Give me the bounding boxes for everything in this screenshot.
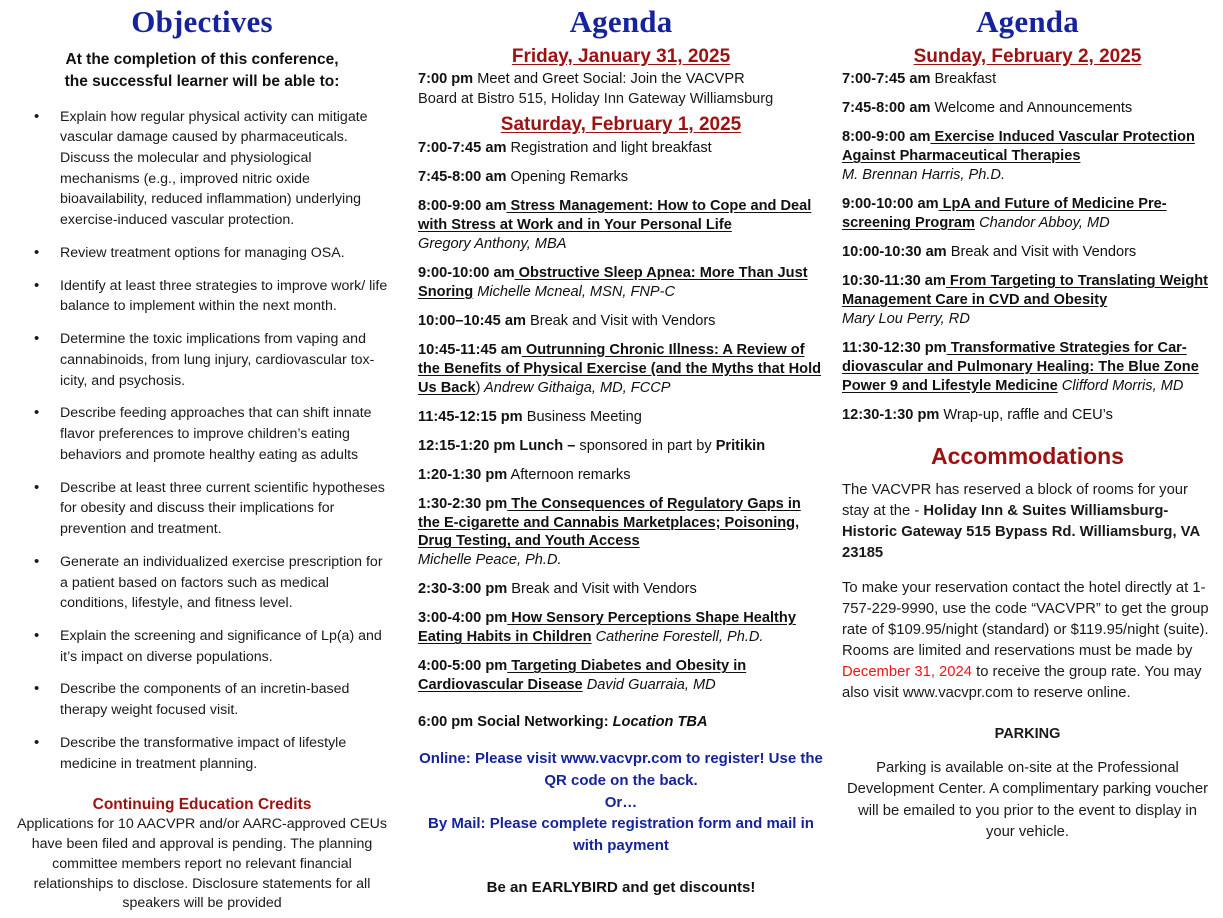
objectives-lead-line2: the successful learner will be able to: <box>64 72 340 90</box>
agenda-time: 7:45-8:00 am <box>418 168 507 185</box>
agenda-row <box>418 495 824 571</box>
friday-date-heading: Friday, January 31, 2025 <box>511 45 731 67</box>
agenda-text: Opening Remarks <box>506 168 629 185</box>
agenda-time: 9:00-10:00 am <box>418 264 515 281</box>
agenda-social-location: Location TBA <box>608 714 708 731</box>
agenda-time: 11:45-12:15 pm <box>418 408 523 425</box>
agenda-session-title: How Sensory Perceptions Shape Healthy Eating Habits in Children <box>418 610 796 646</box>
list-item: • Review treatment options for managing OSA. <box>14 243 390 264</box>
agenda-row <box>418 341 824 398</box>
agenda-row <box>418 197 824 254</box>
agenda-text: Business Meeting <box>522 408 642 425</box>
registration-mail: By Mail: Please complete registration form and mail in with payment <box>428 815 814 855</box>
agenda-row <box>842 243 1213 262</box>
agenda-session-title: The Consequences of Regulatory Gaps in the E-cigarette and Cannabis Marketplaces; Poisoning, Drug Testing, and Youth Access <box>418 495 801 550</box>
agenda-time: 6:00 pm Social Networking: <box>418 714 609 731</box>
agenda-time: 2:30-3:00 pm <box>418 581 508 598</box>
agenda-row <box>842 406 1213 425</box>
agenda-speaker: Mary Lou Perry, RD <box>842 310 970 327</box>
agenda-session-title: Exercise Induced Vascular Protection Against Pharmaceutical Therapies <box>842 129 1195 165</box>
objectives-title: Objectives <box>131 4 273 39</box>
agenda-time: 11:30-12:30 pm <box>842 339 947 356</box>
agenda-speaker: M. Brennan Harris, Ph.D. <box>842 167 1006 184</box>
registration-or: Or… <box>604 793 638 811</box>
agenda-row <box>418 609 824 647</box>
accommodations-intro: The VACVPR has reserved a block of rooms for your stay at the - <box>842 481 1188 519</box>
parking-body: Parking is available on-site at the Professional Development Center. A complimentary parking voucher will be emailed to you prior to the event to display in your vehicle. <box>846 759 1209 841</box>
accommodations-hotel-paragraph <box>842 480 1213 564</box>
agenda-speaker: Gregory Anthony, MBA <box>418 235 567 252</box>
agenda-text: sponsored in part by <box>575 437 716 454</box>
accommodations-title: Accommodations <box>931 442 1124 469</box>
agenda-time: 1:30-2:30 pm <box>418 495 508 512</box>
agenda-row <box>418 168 824 187</box>
agenda-text: Break and Visit with Vendors <box>525 312 716 329</box>
agenda-time: 9:00-10:00 am <box>842 196 939 213</box>
agenda-row <box>842 70 1213 89</box>
agenda-text: Wrap-up, raffle and CEU’s <box>939 406 1113 423</box>
agenda-lunch-label: Lunch – <box>515 437 576 454</box>
agenda-text: Registration and light breakfast <box>506 139 712 156</box>
agenda-day1-column <box>412 0 832 918</box>
agenda-speaker: Michelle Peace, Ph.D. <box>418 552 562 569</box>
agenda-session-title: Transformative Strategies for Car-diovascular and Pulmonary Healing: The Blue Zone Power 9 and Lifestyle Medicine <box>842 339 1199 394</box>
agenda-session-title: Outrunning Chronic Illness: A Review of the Benefits of Physical Exercise (and the Myths that Hold Us Back <box>418 341 822 396</box>
agenda-row <box>842 339 1213 396</box>
agenda-session-title: Obstructive Sleep Apnea: More Than Just Snoring <box>418 264 808 300</box>
agenda-time: 10:00–10:45 am <box>418 312 526 329</box>
list-item: • Describe the transformative impact of lifestyle medicine in treatment planning. <box>14 733 390 774</box>
agenda-row <box>418 657 824 695</box>
objectives-lead <box>14 49 390 93</box>
list-item: • Describe the components of an incretin-based therapy weight focused visit. <box>14 679 390 720</box>
list-item: • Generate an individualized exercise prescription for a patient based on factors such as medical conditions, lifestyle, and fitness level. <box>14 552 390 614</box>
agenda-row <box>842 99 1213 118</box>
agenda-day1-title: Agenda <box>569 4 673 39</box>
agenda-time: 10:45-11:45 am <box>418 341 522 358</box>
continuing-education-body: Applications for 10 AACVPR and/or AARC-approved CEUs have been filed and approval is pending. The planning committee members report no relevant financial relationships to disclose. Disclosure statements for all speakers will be provided <box>17 816 387 912</box>
list-item: • Identify at least three strategies to improve work/ life balance to implement within the next month. <box>14 276 390 317</box>
sunday-date-heading: Sunday, February 2, 2025 <box>913 45 1142 67</box>
agenda-time: 10:30-11:30 am <box>842 273 946 290</box>
agenda-speaker: David Guarraia, MD <box>582 677 716 694</box>
reservation-instructions: To make your reservation contact the hotel directly at 1-757-229-9990, use the code “VACVPR” to get the group rate of $109.95/night (standard) or $119.95/night (suite). Rooms are limited and reservations must be made by <box>842 579 1209 659</box>
agenda-row <box>418 312 824 331</box>
agenda-row-social-networking <box>418 713 824 732</box>
registration-info <box>418 748 824 857</box>
accommodations-reservation-paragraph <box>842 578 1213 704</box>
agenda-session-title: LpA and Future of Medicine Pre-screening Program <box>842 196 1167 232</box>
agenda-time: 7:00 pm <box>418 71 474 88</box>
agenda-time: 8:00-9:00 am <box>842 129 931 146</box>
agenda-row <box>418 580 824 599</box>
agenda-row <box>842 195 1213 233</box>
agenda-row <box>842 128 1213 185</box>
agenda-row <box>418 466 824 485</box>
continuing-education-title: Continuing Education Credits <box>92 796 312 814</box>
objectives-list <box>14 107 390 775</box>
agenda-time: 3:00-4:00 pm <box>418 610 508 627</box>
agenda-time: 12:30-1:30 pm <box>842 406 940 423</box>
reservation-deadline: December 31, 2024 <box>842 663 972 680</box>
list-item: • Describe feeding approaches that can shift innate flavor preferences to improve children’s eating behaviors and promote healthy eating as adults <box>14 403 390 465</box>
objectives-lead-line1: At the completion of this conference, <box>65 50 339 68</box>
agenda-row <box>418 408 824 427</box>
agenda-day2-title: Agenda <box>976 4 1079 39</box>
agenda-text: Welcome and Announcements <box>930 100 1133 117</box>
agenda-row <box>842 272 1213 329</box>
agenda-session-title: Targeting Diabetes and Obesity in Cardiovascular Disease <box>418 658 747 694</box>
agenda-text: Break and Visit with Vendors <box>946 244 1137 261</box>
agenda-row-friday-social <box>418 70 824 89</box>
agenda-speaker: Catherine Forestell, Ph.D. <box>591 629 764 646</box>
earlybird-notice: Be an EARLYBIRD and get discounts! <box>486 878 756 896</box>
reservation-instructions-tail: to receive the group rate. You may also visit www.vacvpr.com to reserve online. <box>842 663 1202 701</box>
agenda-speaker: Chandor Abboy, MD <box>975 215 1110 232</box>
agenda-time: 12:15-1:20 pm <box>418 437 516 454</box>
registration-online: Online: Please visit www.vacvpr.com to register! Use the QR code on the back. <box>419 750 823 789</box>
agenda-time: 8:00-9:00 am <box>418 197 507 214</box>
agenda-session-title: Stress Management: How to Cope and Deal with Stress at Work and in Your Personal Life <box>418 197 812 233</box>
saturday-date-heading: Saturday, February 1, 2025 <box>500 114 742 136</box>
agenda-speaker: Michelle Mcneal, MSN, FNP-C <box>473 283 676 300</box>
agenda-text: Meet and Greet Social: Join the VACVPR <box>473 71 745 88</box>
agenda-time: 7:00-7:45 am <box>842 71 931 88</box>
agenda-row <box>418 264 824 302</box>
hotel-name-address: Holiday Inn & Suites Williamsburg-Historic Gateway 515 Bypass Rd. Williamsburg, VA 23185 <box>842 502 1200 561</box>
agenda-speaker: Andrew Githaiga, MD, FCCP <box>480 379 671 396</box>
agenda-row <box>418 437 824 456</box>
agenda-sponsor: Pritikin <box>715 437 766 454</box>
agenda-time: 1:20-1:30 pm <box>418 466 508 483</box>
agenda-time: 7:45-8:00 am <box>842 100 931 117</box>
list-item: • Explain the screening and significance of Lp(a) and it’s impact on diverse populations. <box>14 626 390 667</box>
agenda-day2-column <box>832 0 1223 918</box>
agenda-row-friday-social-cont: Board at Bistro 515, Holiday Inn Gateway Williamsburg <box>418 91 774 108</box>
agenda-time: 4:00-5:00 pm <box>418 658 508 675</box>
agenda-time: 7:00-7:45 am <box>418 139 507 156</box>
agenda-text: Afternoon remarks <box>507 466 631 483</box>
list-item: • Explain how regular physical activity can mitigate vascular damage caused by pharmaceuticals. Discuss the molecular and physiological mechanisms (e.g., improved nitric oxide bioavailability, reduced inflammation) underlying exercise-induced vascular protection. <box>14 107 390 231</box>
parking-title: PARKING <box>994 725 1061 742</box>
list-item: • Describe at least three current scientific hypotheses for obesity and discuss their implications for prevention and treatment. <box>14 478 390 540</box>
agenda-session-tail: ) <box>475 379 481 396</box>
agenda-session-title: From Targeting to Translating Weight Management Care in CVD and Obesity <box>842 273 1209 309</box>
agenda-row <box>418 139 824 158</box>
list-item: • Determine the toxic implications from vaping and cannabinoids, from lung injury, cardiovascular tox-icity, and psychosis. <box>14 329 390 391</box>
agenda-text: Break and Visit with Vendors <box>507 581 697 598</box>
agenda-text: Breakfast <box>930 71 997 88</box>
objectives-column <box>0 0 412 918</box>
agenda-time: 10:00-10:30 am <box>842 244 947 261</box>
agenda-speaker: Clifford Morris, MD <box>1057 377 1184 394</box>
